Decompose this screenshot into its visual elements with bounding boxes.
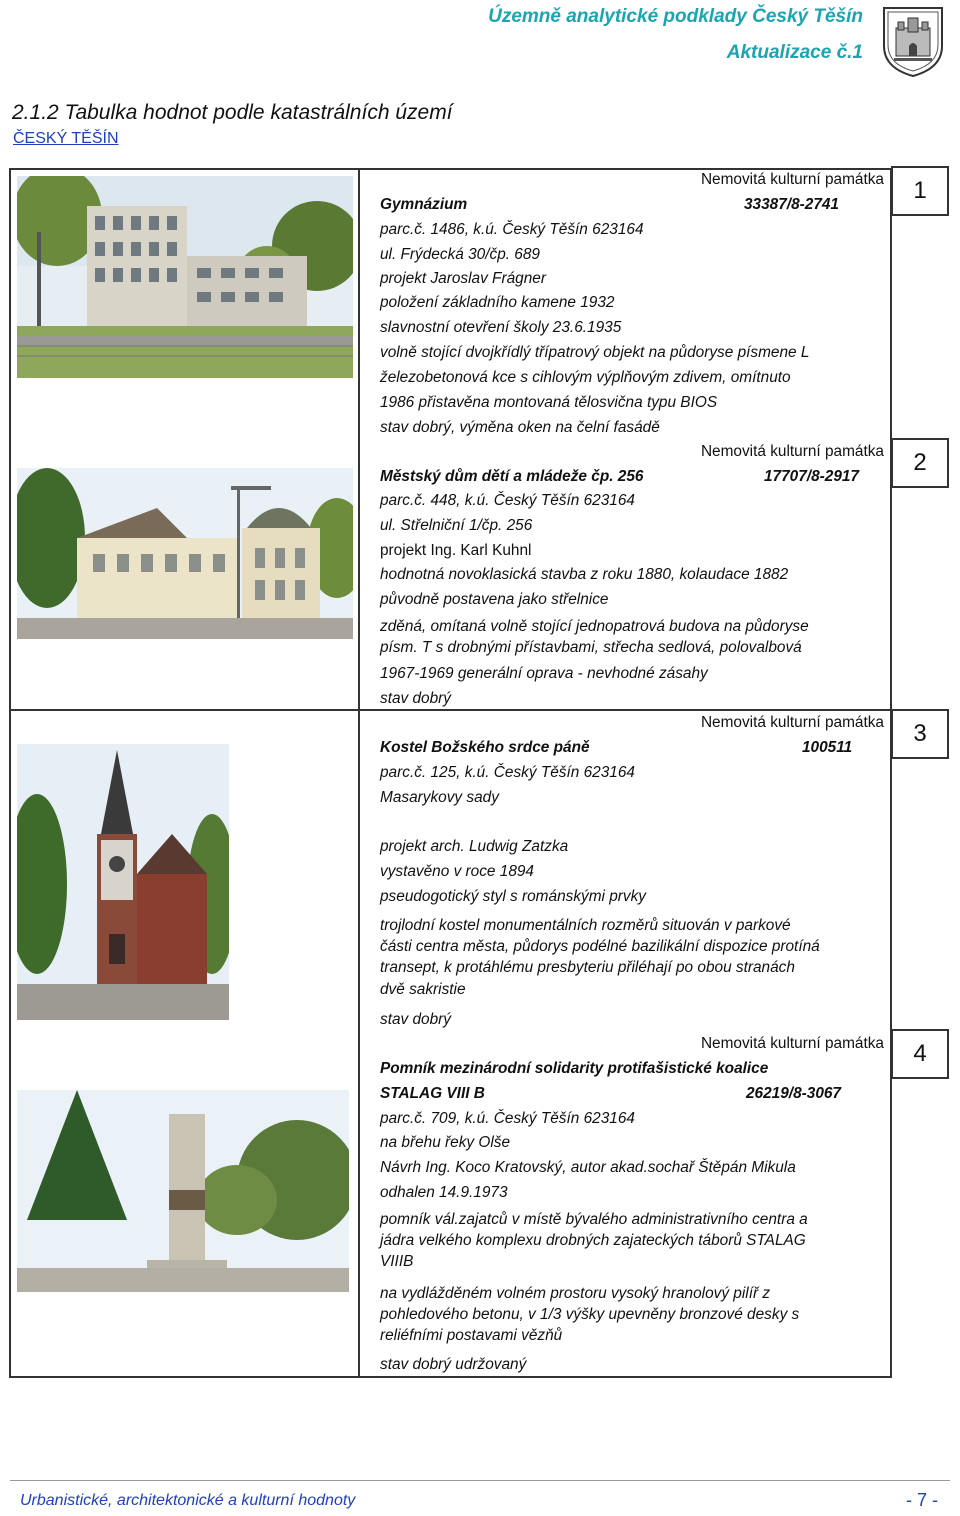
- photo-kostel: [17, 744, 229, 1020]
- town-crest-icon: [880, 2, 946, 78]
- entry-type: Nemovitá kulturní památka: [700, 443, 884, 460]
- entry-code: 17707/8-2917: [764, 468, 859, 485]
- photo-mestsky-dum: [17, 468, 353, 639]
- entry-number-1: 1: [891, 166, 949, 216]
- entry-line: odhalen 14.9.1973: [380, 1184, 508, 1201]
- entry-line: části centra města, půdorys podélné bazilikální dispozice protíná: [380, 938, 820, 955]
- entry-line: pseudogotický styl s románskými prvky: [380, 888, 646, 905]
- entry-line: projekt arch. Ludwig Zatzka: [380, 838, 569, 855]
- entry-line: stav dobrý udržovaný: [380, 1356, 527, 1373]
- page-number: - 7 -: [905, 1490, 938, 1510]
- section-subtitle: ČESKÝ TĚŠÍN: [13, 130, 119, 147]
- entry-line: stav dobrý, výměna oken na čelní fasádě: [380, 419, 660, 436]
- photo-pomnik: [17, 1090, 349, 1292]
- entry-line: 1967-1969 generální oprava - nevhodné zásahy: [380, 665, 708, 682]
- document-header-title: Územně analytické podklady Český Těšín: [488, 6, 863, 27]
- entry-line: VIIIB: [380, 1253, 414, 1270]
- entry-name: Pomník mezinárodní solidarity protifašistické koalice: [380, 1060, 769, 1077]
- entry-type: Nemovitá kulturní památka: [700, 714, 884, 731]
- entry-line: zděná, omítaná volně stojící jednopatrová budova na půdoryse: [380, 618, 809, 635]
- entry-line: stav dobrý: [380, 1011, 452, 1028]
- footer-divider: [10, 1480, 950, 1481]
- entry-line: slavnostní otevření školy 23.6.1935: [380, 319, 622, 336]
- entry-line: trojlodní kostel monumentálních rozměrů situován v parkové: [380, 917, 791, 934]
- entry-line: ul. Střelniční 1/čp. 256: [380, 517, 533, 534]
- entry-code: 100511: [802, 739, 853, 756]
- entry-line: vystavěno v roce 1894: [380, 863, 534, 880]
- entry-line: původně postavena jako střelnice: [380, 591, 609, 608]
- entry-line: parc.č. 709, k.ú. Český Těšín 623164: [380, 1110, 635, 1127]
- entry-line: transept, k protáhlému presbyteriu přiléhají po obou stranách: [380, 959, 795, 976]
- entry-line: na vydlážděném volném prostoru vysoký hranolový pilíř z: [380, 1285, 771, 1302]
- entry-name: Gymnázium: [380, 196, 468, 213]
- entry-number-2: 2: [891, 438, 949, 488]
- entry-line: Návrh Ing. Koco Kratovský, autor akad.sochař Štěpán Mikula: [380, 1159, 796, 1176]
- entry-code: 26219/8-3067: [746, 1085, 841, 1102]
- entry-line: na břehu řeky Olše: [380, 1134, 511, 1151]
- row-divider: [9, 709, 892, 711]
- column-divider: [358, 168, 360, 1378]
- entry-line: jádra velkého komplexu drobných zajateckých táborů STALAG: [380, 1232, 806, 1249]
- entry-type: Nemovitá kulturní památka: [700, 1035, 884, 1052]
- entry-line: parc.č. 448, k.ú. Český Těšín 623164: [380, 492, 635, 509]
- entry-line: položení základního kamene 1932: [380, 294, 615, 311]
- entry-line: hodnotná novoklasická stavba z roku 1880, kolaudace 1882: [380, 566, 789, 583]
- entry-line: volně stojící dvojkřídlý třípatrový objekt na půdoryse písmene L: [380, 344, 810, 361]
- entry-line: parc.č. 125, k.ú. Český Těšín 623164: [380, 764, 635, 781]
- entry-line: Masarykovy sady: [380, 789, 499, 806]
- entry-line: stav dobrý: [380, 690, 452, 707]
- entry-line: železobetonová kce s cihlovým výplňovým zdivem, omítnuto: [380, 369, 791, 386]
- entry-number-4: 4: [891, 1029, 949, 1079]
- entry-name-2: STALAG VIII B: [380, 1085, 485, 1102]
- document-header-subtitle: Aktualizace č.1: [726, 42, 863, 63]
- photo-gymnazium: [17, 176, 353, 378]
- entry-line: ul. Frýdecká 30/čp. 689: [380, 246, 540, 263]
- section-title: 2.1.2 Tabulka hodnot podle katastrálních území: [12, 101, 453, 124]
- entry-line: písm. T s drobnými přístavbami, střecha sedlová, polovalbová: [380, 639, 802, 656]
- entry-code: 33387/8-2741: [744, 196, 839, 213]
- entry-line: projekt Ing. Karl Kuhnl: [380, 542, 532, 559]
- entry-line: pohledového betonu, v 1/3 výšky upevněny bronzové desky s: [380, 1306, 800, 1323]
- entry-line: dvě sakristie: [380, 981, 466, 998]
- footer-text: Urbanistické, architektonické a kulturní hodnoty: [20, 1492, 356, 1509]
- entry-name: Kostel Božského srdce páně: [380, 739, 590, 756]
- entry-line: pomník vál.zajatců v místě bývalého administrativního centra a: [380, 1211, 808, 1228]
- entry-line: projekt Jaroslav Frágner: [380, 270, 546, 287]
- entry-line: 1986 přistavěna montovaná tělosvična typu BIOS: [380, 394, 718, 411]
- entry-name: Městský dům dětí a mládeže čp. 256: [380, 468, 644, 485]
- entry-line: reliéfními postavami vězňů: [380, 1327, 563, 1344]
- entry-number-3: 3: [891, 709, 949, 759]
- entry-line: parc.č. 1486, k.ú. Český Těšín 623164: [380, 221, 644, 238]
- entry-type: Nemovitá kulturní památka: [700, 171, 884, 188]
